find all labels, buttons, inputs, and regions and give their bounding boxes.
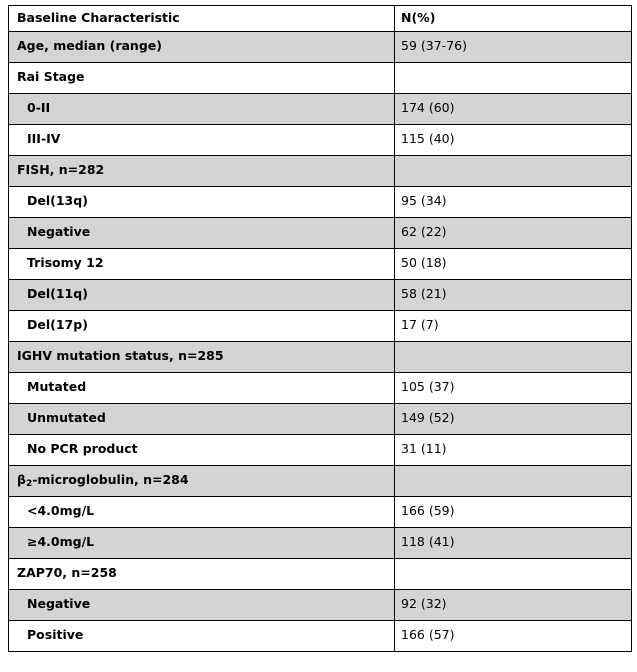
- table-row: [9, 63, 632, 94]
- row-value: 166 (59): [395, 497, 632, 528]
- table-row: [9, 218, 632, 249]
- table-row: [9, 590, 632, 621]
- table-header-row: [9, 6, 632, 32]
- row-value: [395, 156, 632, 187]
- row-label: Del(11q): [9, 280, 395, 311]
- table-row: [9, 404, 632, 435]
- table-row: [9, 311, 632, 342]
- table-row: [9, 621, 632, 652]
- table-row: [9, 559, 632, 590]
- row-value: 62 (22): [395, 218, 632, 249]
- row-value: 95 (34): [395, 187, 632, 218]
- table-row: [9, 187, 632, 218]
- table-row: [9, 466, 632, 497]
- row-value: [395, 559, 632, 590]
- baseline-characteristics-table-container: [8, 5, 631, 652]
- row-value: 149 (52): [395, 404, 632, 435]
- row-value: 166 (57): [395, 621, 632, 652]
- header-characteristic: Baseline Characteristic: [9, 6, 395, 32]
- row-value: [395, 63, 632, 94]
- row-value: 118 (41): [395, 528, 632, 559]
- table-row: [9, 249, 632, 280]
- row-value: 31 (11): [395, 435, 632, 466]
- row-label: Age, median (range): [9, 32, 395, 63]
- table-row: [9, 156, 632, 187]
- row-label: IGHV mutation status, n=285: [9, 342, 395, 373]
- row-label: ≥4.0mg/L: [9, 528, 395, 559]
- row-value: 115 (40): [395, 125, 632, 156]
- table-row: [9, 528, 632, 559]
- row-label: No PCR product: [9, 435, 395, 466]
- beta-symbol: β: [17, 472, 26, 487]
- row-value: 17 (7): [395, 311, 632, 342]
- row-label: Negative: [9, 218, 395, 249]
- subscript-2: 2: [25, 479, 33, 489]
- row-label: Negative: [9, 590, 395, 621]
- table-row: [9, 497, 632, 528]
- row-label: III-IV: [9, 125, 395, 156]
- table-row: [9, 94, 632, 125]
- row-label: FISH, n=282: [9, 156, 395, 187]
- row-value: 58 (21): [395, 280, 632, 311]
- row-value: 92 (32): [395, 590, 632, 621]
- table-row: [9, 342, 632, 373]
- row-value: 59 (37-76): [395, 32, 632, 63]
- row-label: ZAP70, n=258: [9, 559, 395, 590]
- row-value: 50 (18): [395, 249, 632, 280]
- row-value: 174 (60): [395, 94, 632, 125]
- row-value: [395, 342, 632, 373]
- baseline-characteristics-table: [8, 5, 632, 652]
- row-label: 0-II: [9, 94, 395, 125]
- row-label: <4.0mg/L: [9, 497, 395, 528]
- row-label: Mutated: [9, 373, 395, 404]
- table-row: [9, 435, 632, 466]
- row-label: [9, 466, 395, 497]
- row-label: Del(13q): [9, 187, 395, 218]
- table-row: [9, 280, 632, 311]
- row-label: Unmutated: [9, 404, 395, 435]
- table-row: [9, 373, 632, 404]
- table-row: [9, 125, 632, 156]
- header-value: N(%): [395, 6, 632, 32]
- table-row: [9, 32, 632, 63]
- row-label: Trisomy 12: [9, 249, 395, 280]
- row-value: 105 (37): [395, 373, 632, 404]
- row-value: [395, 466, 632, 497]
- row-label: Positive: [9, 621, 395, 652]
- row-label: Del(17p): [9, 311, 395, 342]
- microglobulin-label: -microglobulin, n=284: [32, 472, 189, 487]
- row-label: Rai Stage: [9, 63, 395, 94]
